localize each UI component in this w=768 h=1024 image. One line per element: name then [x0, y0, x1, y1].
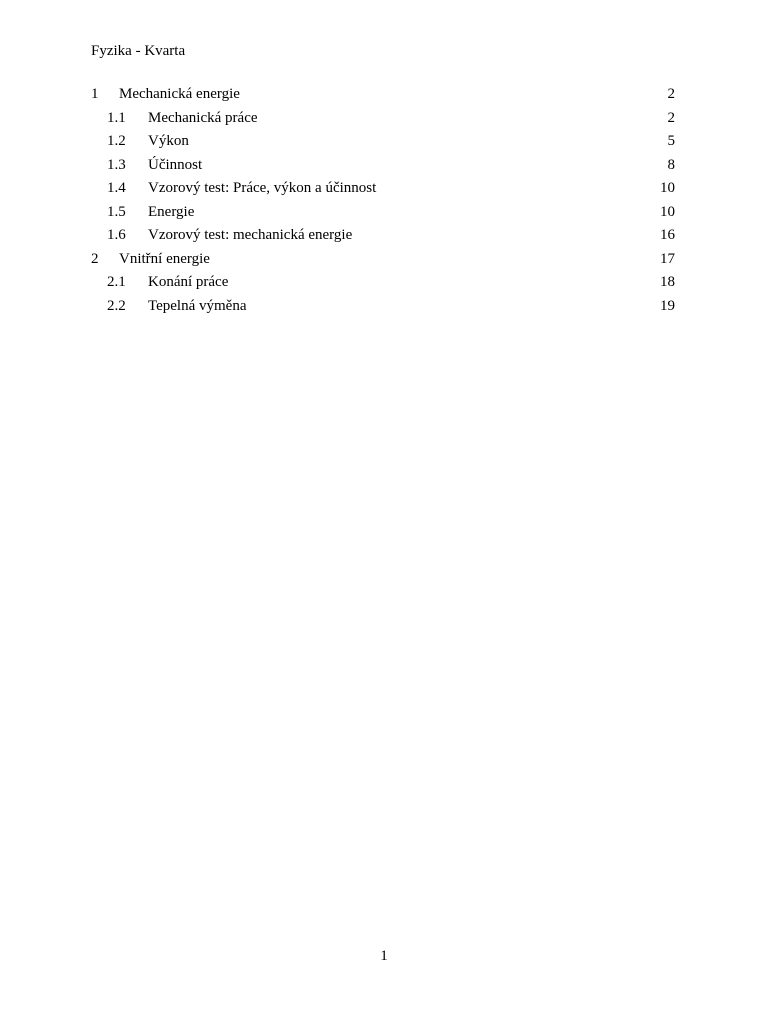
toc-entry-number: 2 [91, 251, 99, 267]
toc-entry-title: Vnitřní energie [119, 251, 210, 267]
toc-entry-number: 1.1 [107, 110, 126, 126]
toc-entry-number: 1.3 [107, 157, 126, 173]
toc-entry-title: Účinnost [148, 157, 203, 173]
toc-entry[interactable] [0, 272, 768, 292]
toc-entry-number: 1 [91, 86, 99, 102]
toc-entry-number: 1.6 [107, 227, 126, 243]
toc-entry-page: 5 [667, 133, 675, 149]
document-header: Fyzika - Kvarta [91, 43, 186, 59]
toc-entry-number: 1.4 [107, 180, 126, 196]
toc-entry-page: 16 [660, 227, 675, 243]
toc-entry[interactable] [0, 178, 768, 198]
toc-entry-page: 18 [660, 274, 675, 290]
toc-entry[interactable] [0, 225, 768, 245]
toc-entry-page: 17 [660, 251, 675, 267]
toc-entry-number: 1.2 [107, 133, 126, 149]
toc-entry-page: 2 [667, 86, 675, 102]
toc-entry-title: Výkon [148, 133, 189, 149]
toc-entry[interactable] [0, 202, 768, 222]
toc-entry-title: Mechanická energie [119, 86, 240, 102]
toc-entry[interactable] [0, 131, 768, 151]
toc-entry-page: 8 [667, 157, 675, 173]
toc-entry[interactable] [0, 155, 768, 175]
toc-entry[interactable] [0, 249, 768, 269]
toc-entry-number: 2.1 [107, 274, 126, 290]
toc-entry-page: 10 [660, 204, 675, 220]
page-number: 1 [380, 948, 388, 964]
toc-entry-page: 2 [667, 110, 675, 126]
toc-entry-title: Vzorový test: Práce, výkon a účinnost [148, 180, 377, 196]
toc-entry[interactable] [0, 84, 768, 104]
toc-entry-title: Tepelná výměna [148, 298, 247, 314]
toc-entry-page: 19 [660, 298, 675, 314]
toc-entry-number: 1.5 [107, 204, 126, 220]
toc-entry-title: Mechanická práce [148, 110, 258, 126]
toc-entry-title: Vzorový test: mechanická energie [148, 227, 353, 243]
toc-entry-number: 2.2 [107, 298, 126, 314]
toc-entry[interactable] [0, 296, 768, 316]
toc-entry-title: Konání práce [148, 274, 229, 290]
toc-entry-title: Energie [148, 204, 195, 220]
toc-entry-page: 10 [660, 180, 675, 196]
toc-entry[interactable] [0, 108, 768, 128]
